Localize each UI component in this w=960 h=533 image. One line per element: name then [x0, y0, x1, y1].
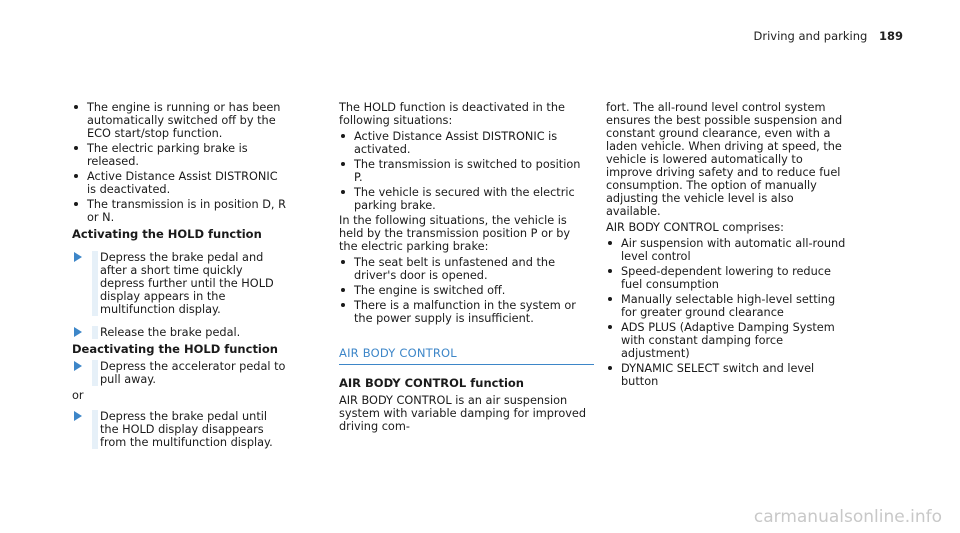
- step-item: [72, 410, 287, 449]
- list-item: The transmission is switched to position P.: [339, 158, 589, 184]
- column-2: [339, 101, 589, 436]
- list-item: The vehicle is secured with the electric parking brake.: [339, 186, 589, 212]
- page-header: [753, 29, 903, 43]
- or-text: or: [72, 389, 84, 402]
- step-arrow-icon: [74, 361, 82, 371]
- step-text: Depress the brake pedal until the HOLD display disappears from the multifunction display.: [100, 410, 273, 449]
- list-item: DYNAMIC SELECT switch and level button: [606, 362, 848, 388]
- list-item: ADS PLUS (Adaptive Damping System with constant damping force adjustment): [606, 321, 848, 360]
- components-list: [606, 237, 848, 388]
- list-item: There is a malfunction in the system or the power supply is insufficient.: [339, 299, 589, 325]
- step-arrow-icon: [74, 252, 82, 262]
- function-text: AIR BODY CONTROL is an air suspension system with variable damping for improved driving com-: [339, 394, 587, 433]
- list-item: Active Distance Assist DISTRONIC is deactivated.: [72, 170, 287, 196]
- step-item: [72, 360, 287, 386]
- watermark: carmanualsonline.info: [753, 507, 942, 527]
- header-section: Driving and parking: [753, 29, 868, 43]
- step-arrow-icon: [74, 411, 82, 421]
- list-item: Manually selectable high-level setting for greater ground clearance: [606, 293, 848, 319]
- held-situations-list: [339, 256, 589, 325]
- section-title: AIR BODY CONTROL: [339, 346, 457, 360]
- step-text: Depress the brake pedal and after a short time quickly depress further until the HOLD display appears in the multifunction display.: [100, 251, 274, 316]
- list-item: The engine is running or has been automatically switched off by the ECO start/stop function.: [72, 101, 287, 140]
- step-text: Depress the accelerator pedal to pull away.: [100, 360, 286, 386]
- list-item: Active Distance Assist DISTRONIC is activated.: [339, 130, 589, 156]
- function-heading: AIR BODY CONTROL function: [339, 376, 524, 390]
- held-intro: In the following situations, the vehicle is held by the transmission position P or by the electric parking brake:: [339, 214, 571, 253]
- column-1: [72, 101, 287, 449]
- air-body-description: fort. The all-round level control system ensures the best possible suspension and constant ground clearance, even with a laden vehicle. When driving at speed, the vehicle is lowered automatically to improve driving safety and to reduce fuel consumption. The option of manually adjusting the vehicle level is also available.: [606, 101, 843, 218]
- step-bar: [92, 251, 98, 316]
- list-item: The seat belt is unfastened and the driver's door is opened.: [339, 256, 589, 282]
- deactivation-intro: The HOLD function is deactivated in the following situations:: [339, 101, 565, 127]
- step-bar: [92, 326, 98, 339]
- list-item: The transmission is in position D, R or N.: [72, 198, 287, 224]
- list-item: Speed-dependent lowering to reduce fuel consumption: [606, 265, 848, 291]
- list-item: The electric parking brake is released.: [72, 142, 287, 168]
- step-text: Release the brake pedal.: [100, 326, 241, 339]
- list-item: Air suspension with automatic all-round level control: [606, 237, 848, 263]
- step-bar: [92, 410, 98, 449]
- activating-heading: Activating the HOLD function: [72, 227, 262, 241]
- step-arrow-icon: [74, 327, 82, 337]
- hold-conditions-list: [72, 101, 287, 224]
- page-number: 189: [878, 29, 903, 43]
- step-item: [72, 251, 287, 316]
- column-3: [606, 101, 848, 390]
- deactivation-situations-list: [339, 130, 589, 212]
- section-rule: [339, 347, 594, 365]
- list-item: The engine is switched off.: [339, 284, 589, 297]
- comprises-intro: AIR BODY CONTROL comprises:: [606, 221, 784, 234]
- step-item: [72, 326, 287, 339]
- deactivating-heading: Deactivating the HOLD function: [72, 342, 278, 356]
- step-bar: [92, 360, 98, 386]
